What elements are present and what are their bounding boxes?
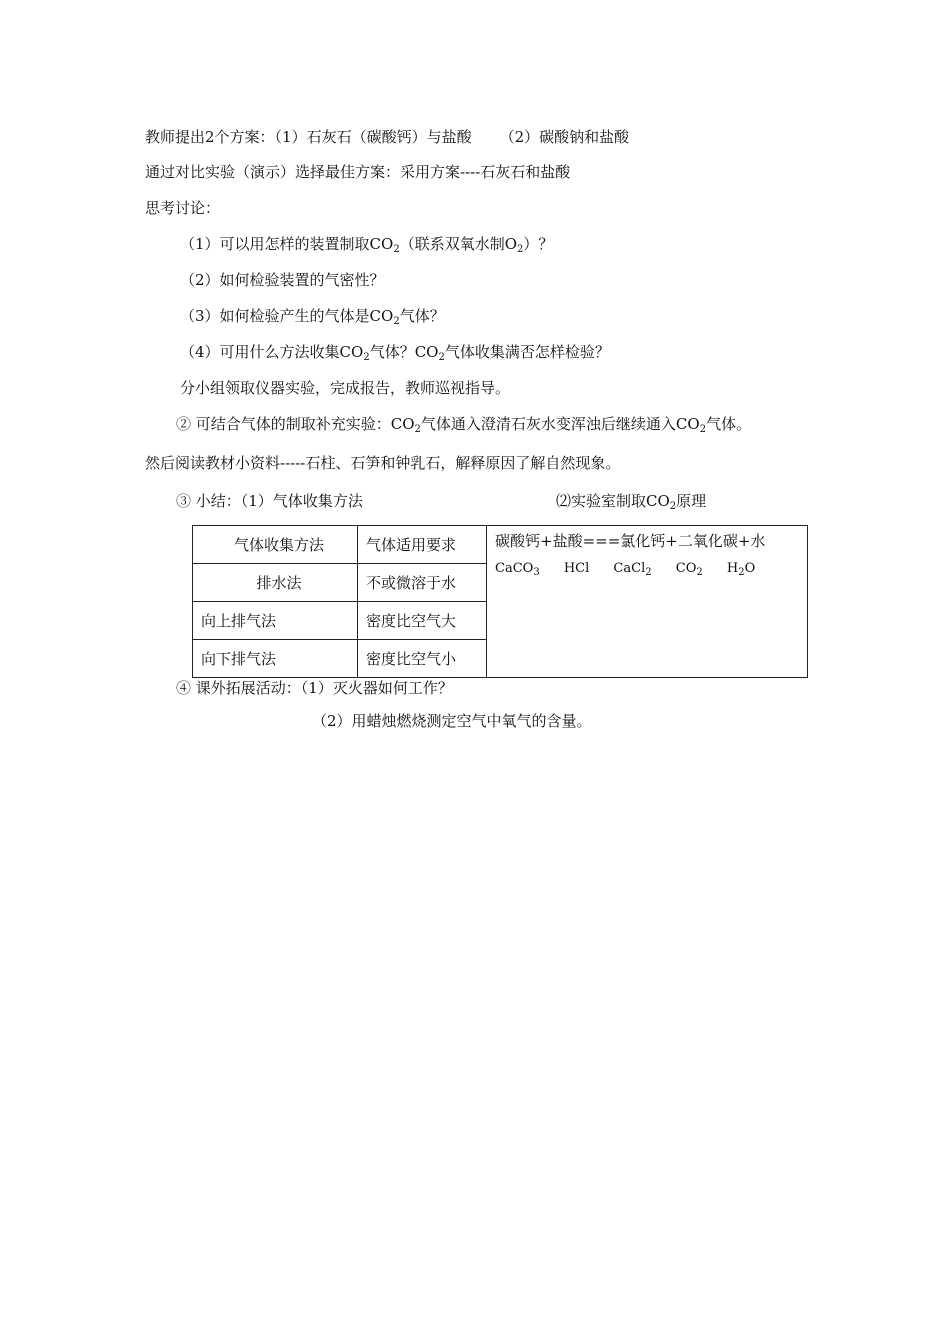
experiment-line: 通过对比实验（演示）选择最佳方案：采用方案----石灰石和盐酸 [145, 163, 571, 181]
method-cell: 向上排气法 [193, 602, 358, 640]
table-row [193, 526, 808, 564]
formula-caco3: CaCO$_3$ [495, 561, 540, 578]
reading-line: 然后阅读教材小资料-----石柱、石笋和钟乳石，解释原因了解自然现象。 [145, 454, 621, 472]
question-3: （3）如何检验产生的气体是$CO_2$气体？ [180, 307, 445, 327]
group-experiment-line: 分小组领取仪器实验，完成报告，教师巡视指导。 [180, 379, 511, 397]
equation-cell [487, 526, 808, 678]
summary-line: ③ 小结：（1）气体收集方法 [176, 492, 363, 510]
extension-line: ④ 课外拓展活动：（1）灭火器如何工作？ [176, 679, 453, 697]
principle-heading: ⑵实验室制取$CO_2$原理 [556, 492, 707, 512]
word-equation: 碳酸钙+盐酸===氯化钙+二氧化碳+水 [495, 532, 766, 550]
proposal-line [145, 127, 629, 147]
extension-item-2: （2）用蜡烛燃烧测定空气中氧气的含量。 [312, 712, 592, 730]
formula-h2o: $H_2O$ [726, 561, 756, 578]
proposal-1: 教师提出2个方案：（1）石灰石（碳酸钙）与盐酸 [145, 128, 472, 146]
method-cell: 向下排气法 [193, 640, 358, 678]
question-2: （2）如何检验装置的气密性？ [180, 271, 385, 289]
table-header-method: 气体收集方法 [193, 526, 358, 564]
question-1: （1）可以用怎样的装置制取$CO_2$（联系双氧水制$O_2$）？ [180, 235, 554, 255]
requirement-cell: 不或微溶于水 [358, 564, 487, 602]
summary-table [192, 525, 808, 678]
method-cell: 排水法 [193, 564, 358, 602]
formula-hcl: HCl [563, 561, 590, 576]
proposal-2: （2）碳酸钠和盐酸 [499, 128, 630, 146]
question-4: （4）可用什么方法收集$CO_2$气体？$CO_2$气体收集满否怎样检验？ [180, 343, 610, 363]
chemical-formulas [495, 561, 807, 576]
discussion-heading: 思考讨论： [145, 199, 221, 217]
requirement-cell: 密度比空气小 [358, 640, 487, 678]
table-header-requirement: 气体适用要求 [358, 526, 487, 564]
requirement-cell: 密度比空气大 [358, 602, 487, 640]
supplement-line: ② 可结合气体的制取补充实验：$CO_2$气体通入澄清石灰水变浑浊后继续通入$CO_2$气体。 [176, 415, 752, 435]
formula-co2: $CO_2$ [675, 561, 703, 578]
formula-cacl2: CaCl$_2$ [613, 561, 652, 578]
